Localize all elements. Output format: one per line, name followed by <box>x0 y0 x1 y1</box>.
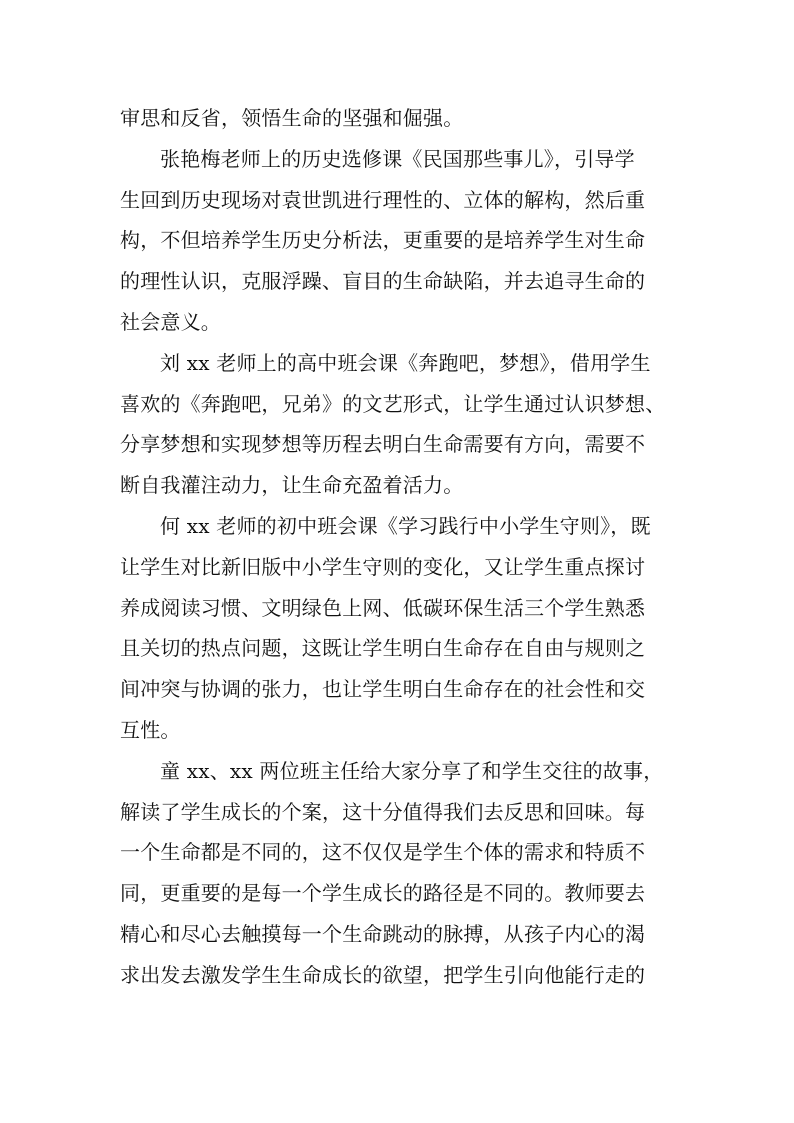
text-line: 构，不但培养学生历史分析法，更重要的是培养学生对生命 <box>120 228 646 253</box>
text-line: 养成阅读习惯、文明绿色上网、低碳环保生活三个学生熟悉 <box>120 595 646 620</box>
text-line: 间冲突与协调的张力，也让学生明白生命存在的社会性和交 <box>120 677 646 702</box>
text-line: 互性。 <box>120 717 181 742</box>
paragraph-first-line: 张艳梅老师上的历史选修课《民国那些事儿》，引导学 <box>160 146 635 171</box>
document-body <box>120 98 680 996</box>
text-line: 解读了学生成长的个案，这十分值得我们去反思和回味。每 <box>120 799 646 824</box>
text-line: 生回到历史现场对袁世凯进行理性的、立体的解构，然后重 <box>120 187 646 212</box>
text-line: 社会意义。 <box>120 309 221 334</box>
text-line: 喜欢的《奔跑吧，兄弟》的文艺形式，让学生通过认识梦想、 <box>120 391 666 416</box>
paragraph-first-line: 童 xx、xx 两位班主任给大家分享了和学生交往的故事， <box>160 758 664 783</box>
text-line: 让学生对比新旧版中小学生守则的变化，又让学生重点探讨 <box>120 554 646 579</box>
text-line: 的理性认识，克服浮躁、盲目的生命缺陷，并去追寻生命的 <box>120 269 646 294</box>
text-line: 精心和尽心去触摸每一个生命跳动的脉搏，从孩子内心的渴 <box>120 921 646 946</box>
text-line: 且关切的热点问题，这既让学生明白生命存在自由与规则之 <box>120 636 646 661</box>
paragraph-first-line: 何 xx 老师的初中班会课《学习践行中小学生守则》，既 <box>160 513 651 538</box>
text-line: 一个生命都是不同的，这不仅仅是学生个体的需求和特质不 <box>120 840 646 865</box>
text-line: 同，更重要的是每一个学生成长的路径是不同的。教师要去 <box>120 881 646 906</box>
paragraph-first-line: 刘 xx 老师上的高中班会课《奔跑吧，梦想》，借用学生 <box>160 350 651 375</box>
text-line: 审思和反省，领悟生命的坚强和倔强。 <box>120 106 464 130</box>
text-line: 断自我灌注动力，让生命充盈着活力。 <box>120 473 464 498</box>
text-line: 求出发去激发学生生命成长的欲望，把学生引向他能行走的 <box>120 962 646 987</box>
text-line: 分享梦想和实现梦想等历程去明白生命需要有方向，需要不 <box>120 432 646 457</box>
